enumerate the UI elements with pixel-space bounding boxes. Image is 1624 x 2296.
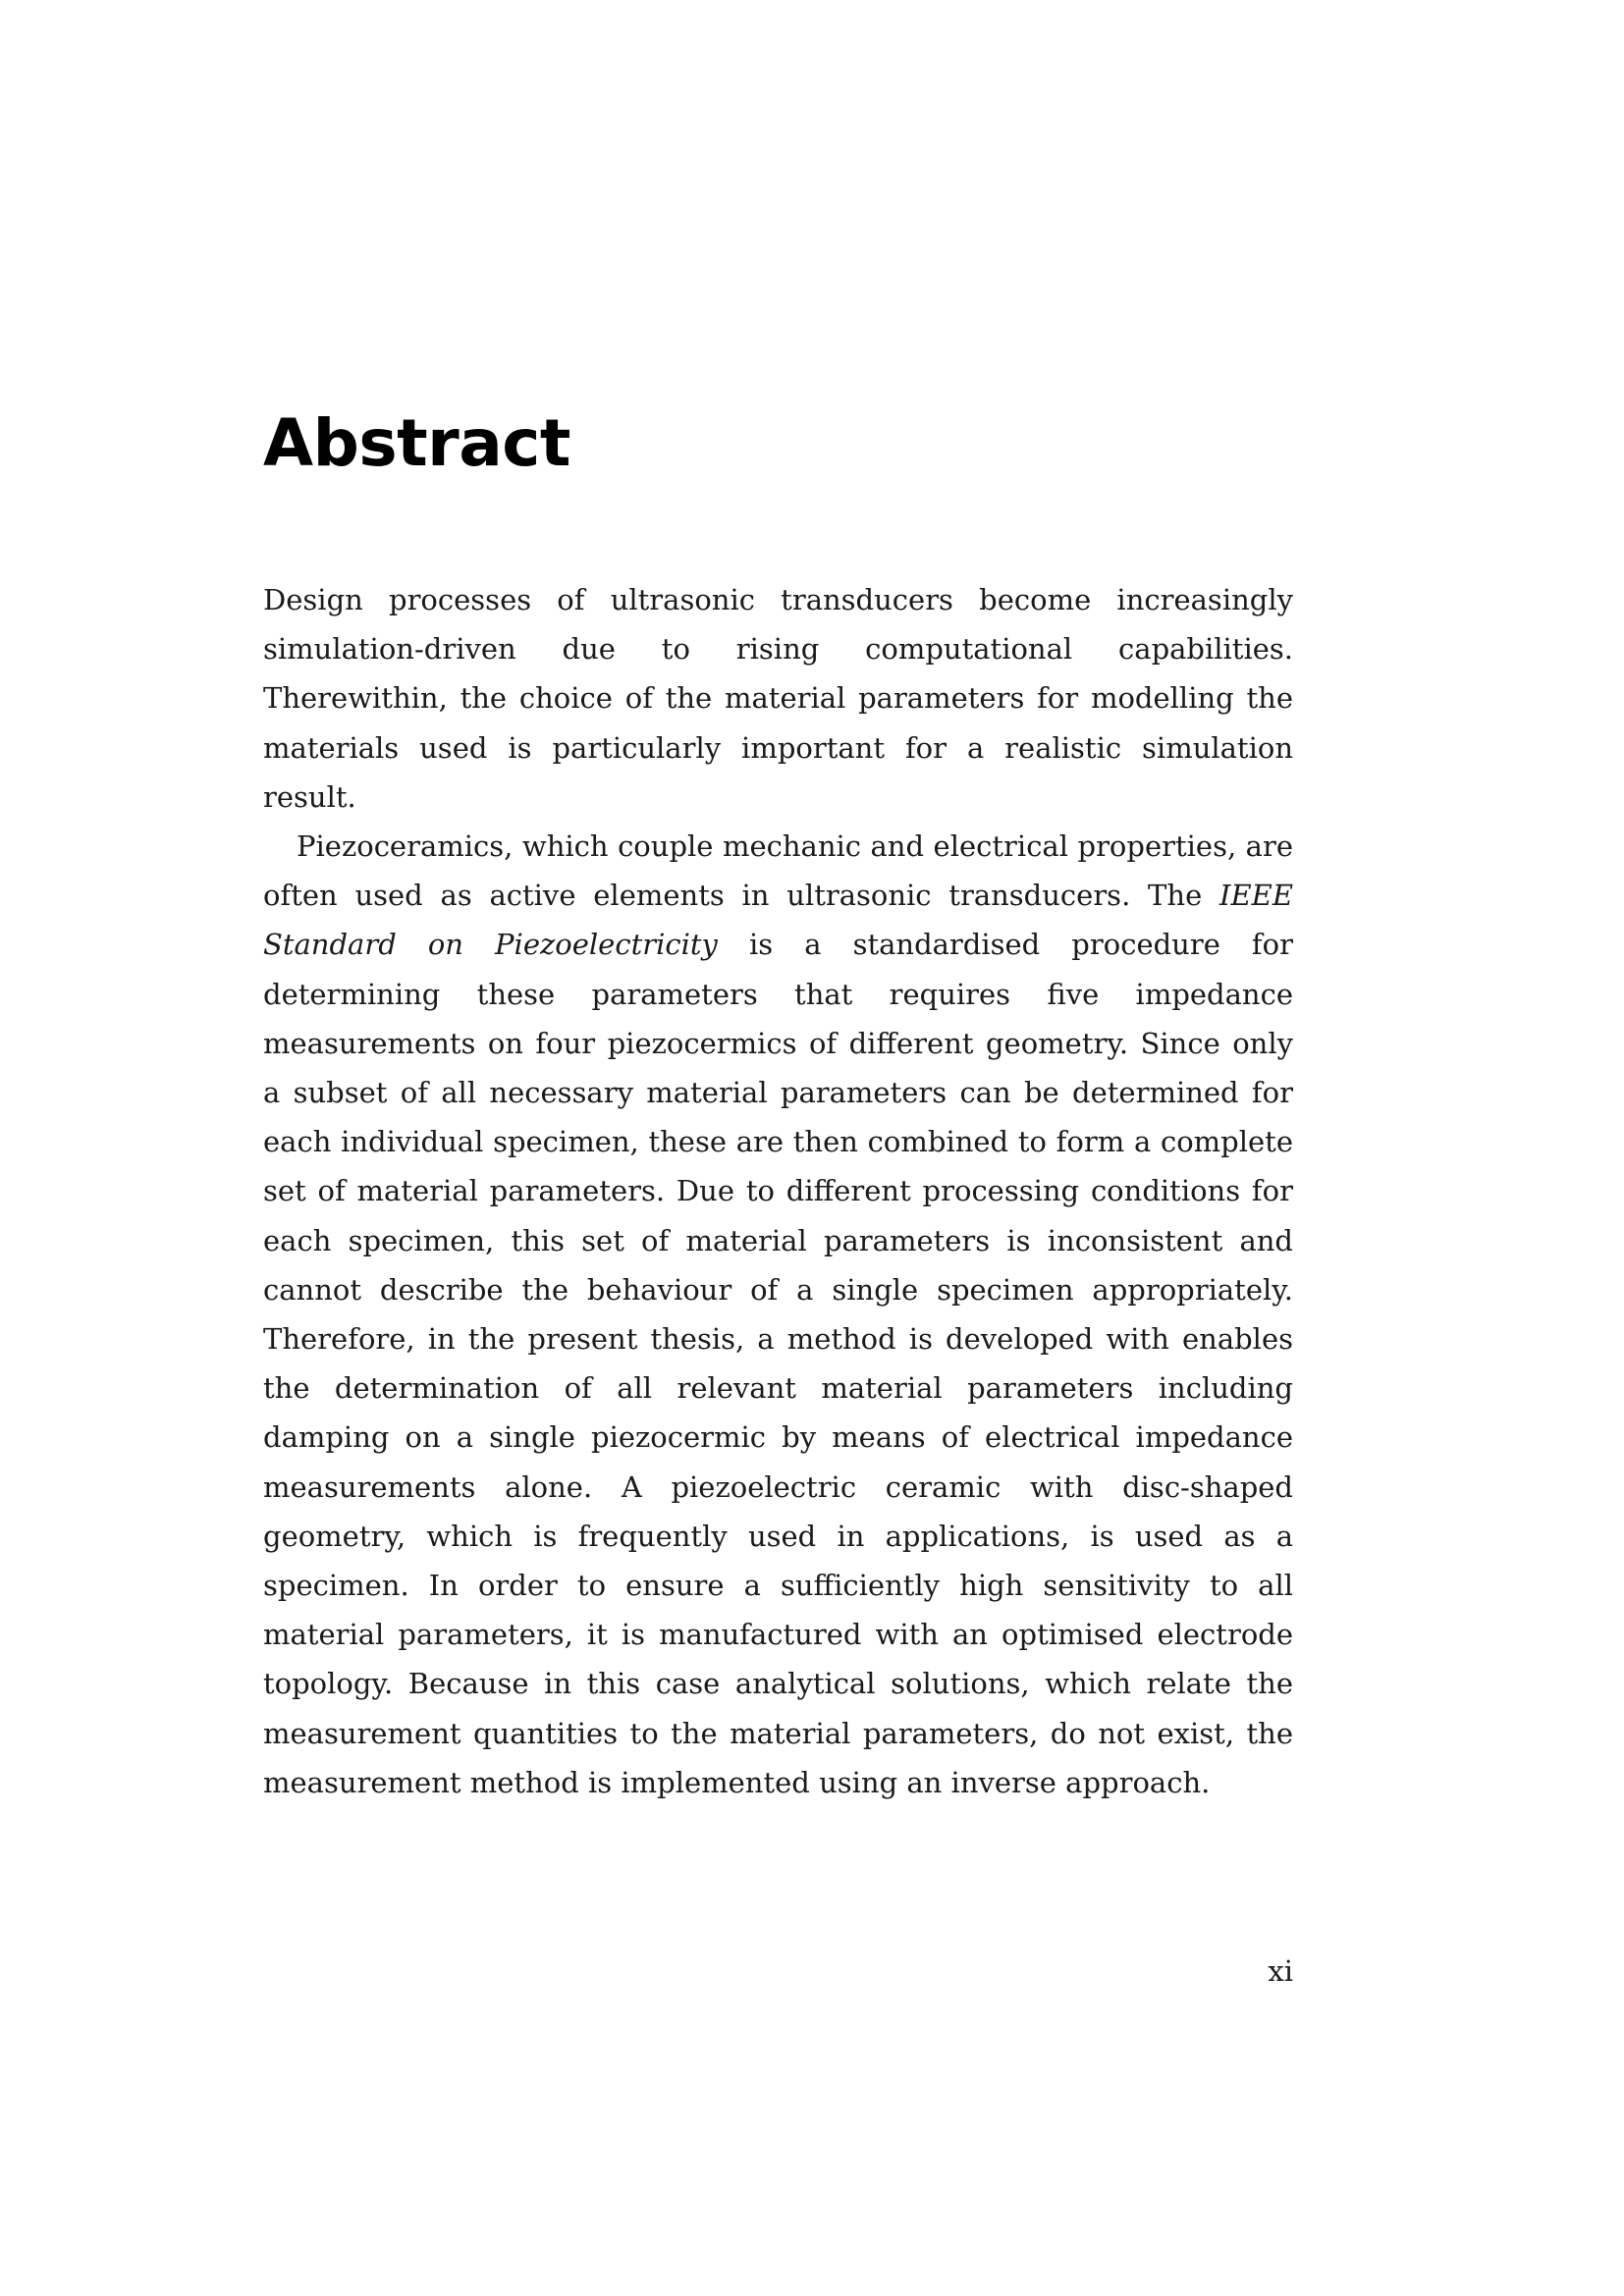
paragraph-2-text-end: is a standardised procedure for determining these parameters that requires five impedance measurements on four piezocermics of different geometry. Since only a subset of all necessary material parameters can be determined for each individual specimen, these are then combined to form a complete set of material parameters. Due to different processing conditions for each specimen, this set of material parameters is inconsistent and cannot describe the behaviour of a single specimen appropriately. Therefore, in the present thesis, a method is developed with enables the determination of all relevant material parameters including damping on a single piezocermic by means of electrical impedance measurements alone. A piezoelectric ceramic with disc-shaped geometry, which is frequently used in applications, is used as a specimen. In order to ensure a sufficiently high sensitivity to all material parameters, it is manufactured with an optimised electrode topology. Because in this case analytical solutions, which relate the measurement quantities to the material parameters, do not exist, the measurement method is implemented using an inverse approach. — [263, 928, 1293, 1799]
page-number: xi — [1268, 1954, 1293, 1988]
paragraph-2 — [263, 822, 1293, 1807]
abstract-body — [263, 575, 1293, 1807]
abstract-heading: Abstract — [263, 405, 570, 481]
paragraph-1: Design processes of ultrasonic transducers become increasingly simulation-driven due to rising computational capabilities. Therewithin, the choice of the material parameters for modelling the materials used is particularly important for a realistic simulation result. — [263, 583, 1293, 814]
paragraph-2-text-start: Piezoceramics, which couple mechanic and electrical properties, are often used as active elements in ultrasonic transducers. The — [263, 829, 1293, 913]
ieee-standard-title: IEEE Standard on Piezoelectricity — [263, 879, 1293, 962]
